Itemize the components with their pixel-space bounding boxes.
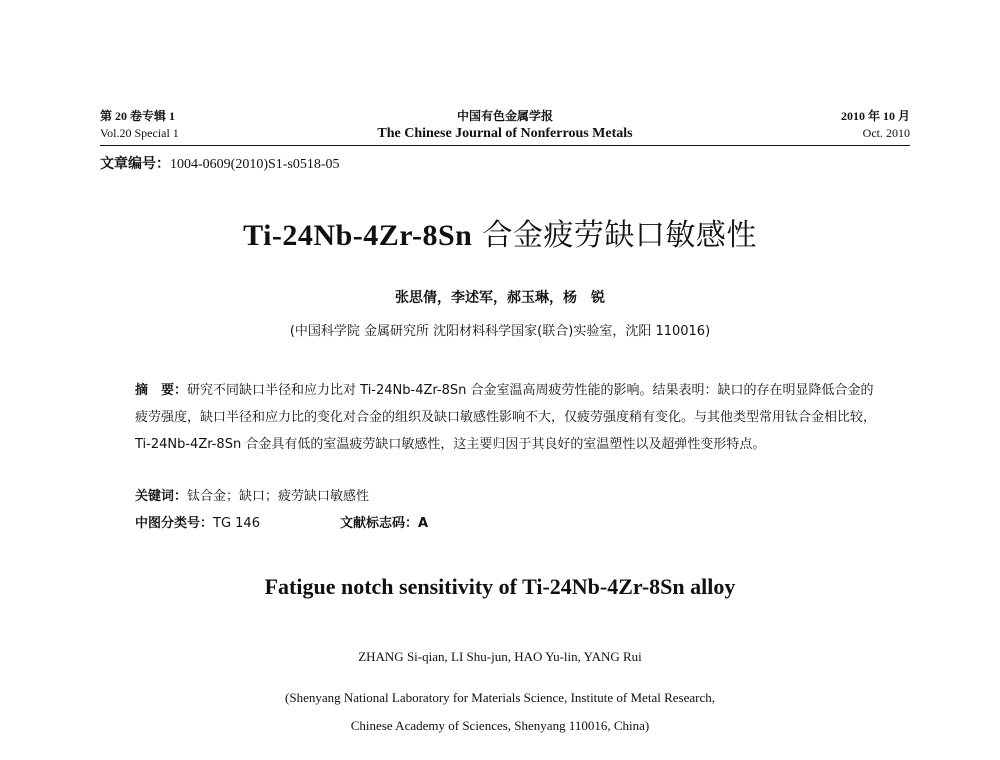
article-number-value: 1004-0609(2010)S1-s0518-05 (170, 157, 340, 172)
title-cn-rest: 合金疲劳缺口敏感性 (472, 218, 757, 253)
doc-code-label: 文献标志码： (340, 516, 419, 531)
running-header-en (100, 126, 910, 146)
classification-row (135, 512, 880, 531)
document-code (340, 512, 428, 531)
abstract-label: 摘 要： (135, 383, 188, 398)
article-number (100, 153, 340, 173)
doc-code-value: A (418, 516, 429, 531)
clc-value: TG 146 (213, 516, 260, 531)
affiliation-cn: (中国科学院 金属研究所 沈阳材料科学国家(联合)实验室，沈阳 110016) (289, 324, 711, 339)
clc-label: 中图分类号： (135, 516, 214, 531)
authors-cn: 张思倩，李述军，郝玉琳，杨 锐 (395, 290, 605, 306)
volume-cn: 第 20 卷专辑 1 (100, 109, 176, 123)
title-cn-alloy: Ti-24Nb-4Zr-8Sn (243, 219, 473, 252)
affiliation-en-line1: (Shenyang National Laboratory for Materials Science, Institute of Metal Research, (285, 690, 715, 705)
keywords-text: 钛合金；缺口；疲劳缺口敏感性 (187, 489, 370, 504)
abstract-cn (135, 377, 880, 458)
article-number-label: 文章编号： (100, 156, 170, 172)
affiliation-en (0, 684, 1000, 740)
title-en: Fatigue notch sensitivity of Ti-24Nb-4Zr-8Sn alloy (264, 574, 736, 599)
volume-en: Vol.20 Special 1 (100, 126, 179, 140)
keywords-label: 关键词： (135, 489, 188, 504)
title-cn (0, 210, 1000, 254)
abstract-text: 研究不同缺口半径和应力比对 Ti-24Nb-4Zr-8Sn 合金室温高周疲劳性能的影响。结果表明：缺口的存在明显降低合金的疲劳强度，缺口半径和应力比的变化对合金的组织及缺口敏感性影响不大，仅疲劳强度稍有变化。与其他类型常用钛合金相比较，Ti-24Nb-4Zr-8Sn 合金具有低的室温疲劳缺口敏感性，这主要归因于其良好的室温塑性以及超弹性变形特点。 (135, 383, 877, 452)
affiliation-en-line2: Chinese Academy of Sciences, Shenyang 110016, China) (350, 718, 650, 733)
header-rule (100, 145, 910, 146)
journal-name-en: The Chinese Journal of Nonferrous Metals (377, 126, 633, 141)
authors-en: ZHANG Si-qian, LI Shu-jun, HAO Yu-lin, YANG Rui (358, 649, 642, 664)
date-cn: 2010 年 10 月 (840, 109, 910, 123)
journal-name-cn: 中国有色金属学报 (456, 109, 553, 123)
keywords-cn (135, 485, 369, 504)
running-header-cn (100, 107, 910, 127)
date-en: Oct. 2010 (862, 126, 910, 140)
